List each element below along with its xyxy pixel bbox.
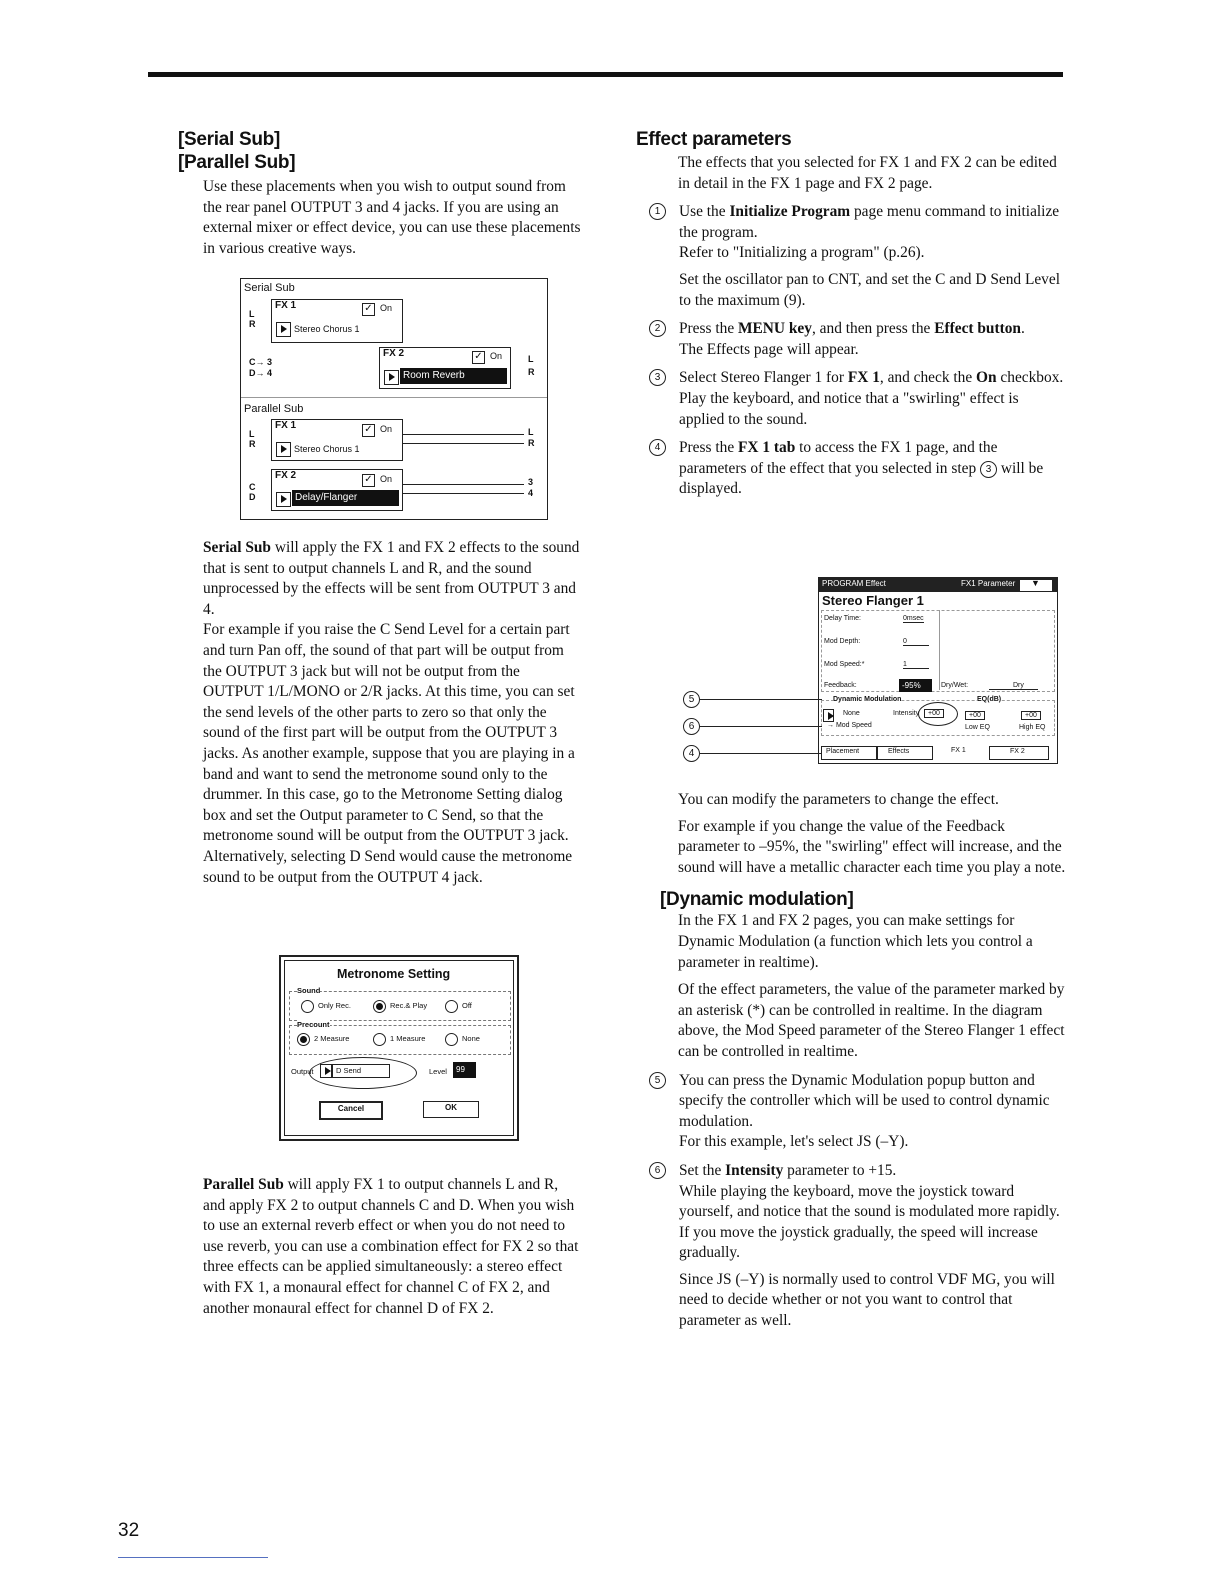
tab-effects[interactable]: [877, 746, 933, 760]
mod-speed-value[interactable]: 1: [903, 661, 929, 669]
ok-button[interactable]: [423, 1101, 479, 1118]
step-3-text: Select Stereo Flanger 1 for FX 1, and check the On checkbox.: [679, 369, 1064, 387]
right-column-top: [636, 128, 1066, 500]
drywet-label: Dry/Wet:: [941, 682, 969, 689]
1-measure-label: 1 Measure: [390, 1034, 426, 1043]
parallel-fx1-box: [271, 419, 403, 461]
right-column-bottom: [636, 790, 1066, 1332]
chevron-down-icon: ▼: [1031, 578, 1040, 588]
mod-depth-label: Mod Depth:: [824, 638, 861, 645]
cancel-label: Cancel: [337, 1104, 365, 1113]
step-3: [636, 368, 1066, 430]
label-l: L: [528, 427, 534, 437]
feedback-example: For example if you change the value of the Feedback parameter to –95%, the "swirling" effect will increase, and the sound will have a metallic character each time you play a note.: [678, 817, 1066, 876]
param-area: [821, 610, 1055, 692]
fx1-parameter-screen: [818, 577, 1058, 764]
callout-4-line: [700, 753, 822, 754]
step-1-ref: Refer to "Initializing a program" (p.26).: [679, 244, 925, 262]
serial-paragraph: Serial Sub will apply the FX 1 and FX 2 effects to the sound that is sent to output channels L and R, and the sound unprocessed by the effects will be sent from OUTPUT 3 and 4.: [203, 539, 580, 618]
signal-line: [402, 434, 524, 435]
step-2: [636, 319, 1066, 360]
screen-header-left: PROGRAM Effect: [822, 579, 886, 588]
fx2-effect-name[interactable]: Delay/Flanger: [292, 490, 399, 506]
signal-line: [402, 443, 524, 444]
step-5-text: You can press the Dynamic Modulation popup button and specify the controller which will be used to control dynamic modulation.: [679, 1071, 1050, 1130]
step-4: [636, 438, 1066, 500]
output-value: D Send: [336, 1066, 362, 1075]
on-label: On: [380, 474, 393, 484]
serial-sub-title: Serial Sub: [244, 282, 295, 294]
none-label: None: [462, 1034, 480, 1043]
intro-paragraph: Use these placements when you wish to output sound from the rear panel OUTPUT 3 and 4 jacks. If you are using an external mixer or effect device, you can use these placements in various creative ways.: [203, 178, 581, 257]
only-rec-label: Only Rec.: [318, 1001, 351, 1010]
label-c: C: [249, 482, 256, 492]
precount-label: Precount: [297, 1020, 330, 1029]
heading-serial-sub: [Serial Sub]: [178, 129, 280, 150]
effect-intro: The effects that you selected for FX 1 and FX 2 can be edited in detail in the FX 1 page and FX 2 page.: [678, 154, 1057, 192]
divider: [241, 397, 547, 398]
play-icon[interactable]: [276, 492, 291, 507]
param-divider: [939, 610, 940, 690]
ok-label: OK: [445, 1103, 457, 1112]
on-label: On: [380, 424, 393, 434]
output-select[interactable]: [332, 1064, 390, 1078]
tab-fx1-label: FX 1: [951, 747, 966, 754]
serial-fx2-box: [379, 347, 511, 389]
fx1-label: FX 1: [275, 300, 297, 311]
fx2-effect-name[interactable]: Room Reverb: [400, 368, 507, 384]
label-r: R: [528, 438, 535, 448]
radio-2-measure[interactable]: [297, 1033, 310, 1046]
footer-line: [118, 1557, 268, 1558]
heading-parallel-sub: [Parallel Sub]: [178, 152, 296, 173]
label-r: R: [249, 319, 256, 329]
step-number: 6: [649, 1162, 666, 1179]
mod-speed-label: Mod Speed:*: [824, 661, 865, 668]
step-6-extra: While playing the keyboard, move the joystick toward yourself, and notice that the sound is modulated more rapidly. If you move the joystick gradually, the speed will increase gradually.: [679, 1182, 1060, 1262]
tab-placement[interactable]: [821, 746, 877, 760]
signal-line: [402, 484, 524, 485]
label-d4: D→ 4: [249, 368, 273, 378]
low-eq-label: Low EQ: [965, 724, 990, 731]
callout-5-line: [700, 699, 822, 700]
on-label: On: [490, 351, 503, 361]
fx1-effect-name[interactable]: Stereo Chorus 1: [294, 324, 360, 334]
dyn-mod-label: Dynamic Modulation: [833, 696, 902, 703]
on-label: On: [380, 303, 393, 313]
heading-effect-parameters: Effect parameters: [636, 129, 792, 150]
fx2-on-checkbox[interactable]: ✓: [362, 474, 375, 487]
radio-1-measure[interactable]: [373, 1033, 386, 1046]
step-5-extra: For this example, let's select JS (–Y).: [679, 1133, 909, 1151]
fx1-on-checkbox[interactable]: ✓: [362, 303, 375, 316]
high-eq-label: High EQ: [1019, 724, 1046, 731]
delay-time-label: Delay Time:: [824, 615, 861, 622]
fx2-on-checkbox[interactable]: ✓: [472, 351, 485, 364]
high-eq-value[interactable]: +00: [1021, 711, 1041, 720]
step-number: 2: [649, 320, 666, 337]
tab-fx2[interactable]: [989, 746, 1049, 760]
fx2-label: FX 2: [383, 348, 405, 359]
fx1-on-checkbox[interactable]: ✓: [362, 424, 375, 437]
step-number: 3: [649, 369, 666, 386]
dynmod-source-value[interactable]: None: [843, 710, 860, 717]
cancel-button[interactable]: [319, 1101, 383, 1120]
label-l: L: [249, 309, 255, 319]
left-column: [178, 120, 583, 259]
step-number: 4: [649, 439, 666, 456]
tab-effects-label: Effects: [888, 748, 910, 755]
placement-diagram: [240, 278, 548, 520]
page-number: 32: [118, 1520, 140, 1541]
intensity-value[interactable]: +00: [924, 709, 944, 718]
step-1: [636, 202, 1066, 311]
step-1-extra: Set the oscillator pan to CNT, and set the C and D Send Level to the maximum (9).: [679, 270, 1060, 309]
fx2-label: FX 2: [275, 470, 297, 481]
step-number: 1: [649, 203, 666, 220]
step-3-extra: Play the keyboard, and notice that a "swirling" effect is applied to the sound.: [679, 389, 1019, 428]
label-d: D: [249, 492, 256, 502]
dynmod-paragraph-2: Of the effect parameters, the value of the parameter marked by an asterisk (*) can be controlled in realtime. In the diagram above, the Mod Speed parameter of the Stereo Flanger 1 effect can be controlled in realtime.: [678, 981, 1065, 1060]
rec-play-label: Rec.& Play: [390, 1001, 428, 1010]
step-number: 5: [649, 1072, 666, 1089]
play-icon[interactable]: [823, 709, 834, 722]
parallel-fx2-box: [271, 469, 403, 511]
metronome-dialog: [279, 955, 519, 1141]
play-icon[interactable]: [276, 442, 291, 457]
effect-name: Stereo Flanger 1: [822, 593, 924, 608]
level-value[interactable]: 99: [453, 1062, 476, 1078]
step-6-text: Set the Intensity parameter to +15.: [679, 1161, 897, 1179]
feedback-value[interactable]: -95%: [899, 679, 932, 692]
eq-label: EQ(dB): [977, 696, 1002, 703]
low-eq-value[interactable]: +00: [965, 711, 985, 720]
heading-dynamic-modulation: [Dynamic modulation]: [660, 889, 854, 911]
parallel-paragraph: Parallel Sub will apply FX 1 to output channels L and R, and apply FX 2 to output channels C and D. When you wish to use an external reverb effect or when you do not need to use reverb, you can use a combination effect for FX 2 so that three effects can be applied simultaneously: a stereo effect with FX 1, a monaural effect for channel C of FX 2, and another monaural effect for channel D of FX 2.: [203, 1176, 579, 1317]
parallel-sub-title: Parallel Sub: [244, 403, 304, 415]
step-6: [636, 1161, 1066, 1332]
mod-depth-value[interactable]: 0: [903, 638, 929, 646]
tab-fx2-label: FX 2: [1010, 748, 1025, 755]
mod-speed-target: → Mod Speed: [827, 722, 872, 729]
label-c3: C→ 3: [249, 357, 273, 367]
step-4-text: Press the FX 1 tab to access the FX 1 page, and the parameters of the effect that you selected in step 3 will be displayed.: [679, 439, 1044, 498]
callout-4: 4: [683, 745, 700, 762]
tab-fx1[interactable]: [935, 746, 985, 758]
step-6-more: Since JS (–Y) is normally used to control VDF MG, you will need to decide whether or not you want to control that parameter as well.: [679, 1270, 1055, 1330]
parallel-text: [178, 1175, 583, 1319]
label-r: R: [249, 439, 256, 449]
fx1-effect-name[interactable]: Stereo Chorus 1: [294, 444, 360, 454]
off-label: Off: [462, 1001, 472, 1010]
play-icon[interactable]: [320, 1064, 332, 1078]
drywet-value[interactable]: Dry: [989, 682, 1038, 690]
tab-placement-label: Placement: [826, 748, 860, 755]
label-3: 3: [528, 477, 534, 487]
radio-none[interactable]: [445, 1033, 458, 1046]
signal-line: [402, 493, 524, 494]
intensity-label: Intensity: [893, 710, 920, 717]
dynmod-paragraph-1: In the FX 1 and FX 2 pages, you can make settings for Dynamic Modulation (a function which lets you control a parameter in realtime).: [678, 912, 1033, 971]
callout-6: 6: [683, 718, 700, 735]
serial-example-paragraph: For example if you raise the C Send Level for a certain part and turn Pan off, the sound of that part will be output from the OUTPUT 3 jack but will not be output from the OUTPUT 1/L/MONO or 2/R jacks. At this time, you can set the send levels of the other parts to zero so that only the sound of the first part will be output from the OUTPUT 3 jacks. As another example, suppose that you are playing in a band and want to send the metronome sound only to the drummer. In this case, go to the Metronome Setting dialog box and set the Output parameter to C Send, so that the metronome sound will be output from the OUTPUT 3 jack. Alternatively, selecting D Send would cause the metronome sound to be output from the OUTPUT 4 jack.: [203, 621, 575, 886]
radio-off[interactable]: [445, 1000, 458, 1013]
step-5: [636, 1071, 1066, 1153]
label-r: R: [528, 367, 535, 377]
callout-5: 5: [683, 691, 700, 708]
level-label: Level: [429, 1067, 447, 1076]
label-l: L: [249, 429, 255, 439]
2-measure-label: 2 Measure: [314, 1034, 350, 1043]
header-rule: [148, 72, 1063, 77]
label-4: 4: [528, 488, 534, 498]
metronome-dialog-title: Metronome Setting: [337, 967, 451, 981]
play-icon[interactable]: [276, 322, 291, 337]
play-icon[interactable]: [384, 370, 399, 385]
output-label: Output: [291, 1067, 314, 1076]
step-2-text: Press the MENU key, and then press the Effect button.: [679, 320, 1025, 338]
serial-text: [178, 538, 583, 888]
feedback-label: Feedback:: [824, 682, 857, 689]
callout-6-line: [700, 726, 822, 727]
sound-label: Sound: [297, 986, 321, 995]
serial-fx1-box: [271, 299, 403, 343]
step-2-extra: The Effects page will appear.: [679, 340, 859, 358]
radio-rec-play[interactable]: [373, 1000, 386, 1013]
screen-header-right: FX1 Parameter: [961, 579, 1016, 588]
radio-only-rec[interactable]: [301, 1000, 314, 1013]
step-1-text: Use the Initialize Program page menu command to initialize the program.: [679, 203, 1060, 241]
after-figure-text: You can modify the parameters to change the effect.: [678, 791, 999, 808]
label-l: L: [528, 354, 534, 364]
fx1-label: FX 1: [275, 420, 297, 431]
delay-time-value[interactable]: 0msec: [903, 615, 924, 622]
